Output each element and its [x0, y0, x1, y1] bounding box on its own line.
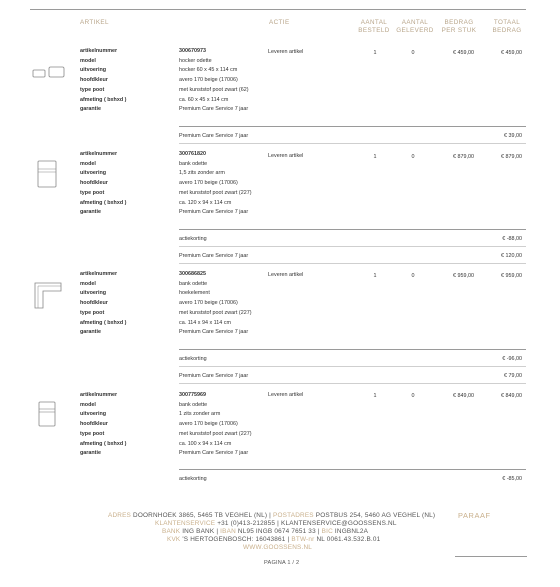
label-artikelnummer: artikelnummer	[80, 48, 118, 54]
label-type-poot: type poot	[80, 430, 105, 437]
label-model: model	[80, 57, 96, 64]
label-hoofdkleur: hoofdkleur	[80, 300, 108, 307]
footer-iban: NL95 INGB 0674 7651 33	[237, 528, 316, 535]
col-header-aantal-besteld	[354, 19, 394, 35]
item-2-labels	[80, 150, 126, 218]
value-hoofdkleur: avero 170 beige (17006)	[179, 300, 238, 307]
item-4-per-stuk: € 849,00	[453, 393, 474, 399]
label-model: model	[80, 280, 96, 287]
footer-bank: ING BANK	[182, 528, 215, 535]
footer-postadres-label: POSTADRES	[273, 512, 314, 519]
item-3-besteld: 1	[373, 273, 377, 279]
value-model: bank odette	[179, 401, 208, 408]
item-2-actie: Leveren artikel	[268, 153, 304, 159]
label-artikelnummer: artikelnummer	[80, 392, 118, 398]
item-3-labels	[80, 270, 126, 338]
item-4-labels	[80, 391, 126, 459]
footer-bic-label: BIC	[321, 528, 333, 535]
footer-postadres: POSTBUS 254, 5460 AG VEGHEL (NL)	[315, 512, 436, 519]
item-3-values	[179, 270, 252, 338]
row-rule	[179, 469, 526, 470]
item-2-besteld: 1	[373, 154, 377, 160]
footer-bank-label: BANK	[162, 528, 181, 535]
value-uitvoering: hocker 60 x 45 x 114 cm	[179, 67, 238, 74]
item-4-extra-1-label: actiekorting	[179, 476, 207, 482]
value-garantie: Premium Care Service 7 jaar	[179, 450, 249, 457]
item-2-extra-2-label: Premium Care Service 7 jaar	[179, 253, 249, 259]
label-type-poot: type poot	[80, 309, 105, 316]
row-rule	[179, 349, 526, 350]
label-model: model	[80, 401, 96, 408]
value-afmeting: ca. 100 x 94 x 114 cm	[179, 440, 232, 447]
header-line: GELEVERD	[396, 27, 434, 34]
label-type-poot: type poot	[80, 189, 105, 196]
footer-sep: |	[216, 528, 219, 535]
value-artikelnummer: 300775969	[179, 392, 206, 398]
row-rule	[179, 263, 526, 264]
header-line: BEDRAG	[492, 27, 522, 34]
value-artikelnummer: 300761820	[179, 151, 206, 157]
footer-kvk-label: KVK	[167, 536, 181, 543]
footer-sep: |	[287, 536, 290, 543]
row-rule	[179, 246, 526, 247]
item-4-actie: Leveren artikel	[268, 392, 304, 398]
item-4-extra-1-amount: € -85,00	[502, 476, 522, 482]
row-rule	[179, 229, 526, 230]
col-header-aantal-geleverd	[394, 19, 436, 35]
header-line: TOTAAL	[493, 19, 521, 26]
footer-line-bank	[162, 528, 368, 535]
value-garantie: Premium Care Service 7 jaar	[179, 209, 249, 216]
footer-adres-label: ADRES	[108, 512, 132, 519]
value-artikelnummer: 300670973	[179, 48, 206, 54]
col-header-actie: ACTIE	[269, 19, 290, 26]
item-1-per-stuk: € 459,00	[453, 50, 474, 56]
value-hoofdkleur: avero 170 beige (17006)	[179, 77, 238, 84]
value-type-poot: met kunststof poot zwart (62)	[179, 86, 249, 93]
item-2-extra-1-label: actiekorting	[179, 236, 207, 242]
value-model: bank odette	[179, 160, 208, 167]
item-1-besteld: 1	[373, 50, 377, 56]
header-line: PER STUK	[441, 27, 477, 34]
item-3-geleverd: 0	[411, 273, 415, 279]
col-header-artikel: ARTIKEL	[80, 19, 109, 26]
row-rule	[179, 366, 526, 367]
value-afmeting: ca. 114 x 94 x 114 cm	[179, 319, 231, 326]
item-3-extra-1-amount: € -96,00	[502, 356, 522, 362]
col-header-bedrag-per-stuk	[438, 19, 480, 35]
label-uitvoering: uitvoering	[80, 411, 107, 418]
value-type-poot: met kunststof poot zwart (227)	[179, 309, 252, 316]
value-garantie: Premium Care Service 7 jaar	[179, 106, 249, 113]
label-uitvoering: uitvoering	[80, 67, 107, 74]
label-artikelnummer: artikelnummer	[80, 271, 118, 277]
corner-sofa-icon	[33, 281, 63, 309]
item-3-extra-2-amount: € 79,00	[504, 373, 522, 379]
header-line: AANTAL	[401, 19, 429, 26]
label-hoofdkleur: hoofdkleur	[80, 180, 108, 187]
value-model: bank odette	[179, 280, 208, 287]
paraaf-label: PARAAF	[458, 511, 491, 520]
footer-bic: INGBNL2A	[334, 528, 369, 535]
item-1-labels	[80, 47, 126, 115]
chair-icon	[38, 401, 56, 427]
footer-line-service	[155, 520, 397, 527]
item-4-besteld: 1	[373, 393, 377, 399]
page-number: PAGINA 1 / 2	[264, 560, 300, 566]
value-afmeting: ca. 60 x 45 x 114 cm	[179, 96, 229, 103]
item-3-extra-1-label: actiekorting	[179, 356, 207, 362]
item-1-actie: Leveren artikel	[268, 49, 304, 55]
item-2-extra-1-amount: € -88,00	[502, 236, 522, 242]
value-afmeting: ca. 120 x 94 x 114 cm	[179, 199, 232, 206]
signature-line	[455, 556, 527, 557]
value-artikelnummer: 300686825	[179, 271, 206, 277]
footer-sep: |	[277, 520, 280, 527]
value-hoofdkleur: avero 170 beige (17006)	[179, 180, 238, 187]
item-1-geleverd: 0	[411, 50, 415, 56]
value-uitvoering: hoekelement	[179, 290, 210, 297]
col-header-totaal-bedrag	[486, 19, 528, 35]
label-type-poot: type poot	[80, 86, 105, 93]
header-line: AANTAL	[360, 19, 388, 26]
footer-email[interactable]: KLANTENSERVICE@GOOSSENS.NL	[281, 520, 397, 527]
item-4-geleverd: 0	[411, 393, 415, 399]
item-2-totaal: € 879,00	[501, 154, 522, 160]
footer-adres: DOORNHOEK 3865, 5465 TB VEGHEL (NL)	[133, 512, 268, 519]
label-uitvoering: uitvoering	[80, 290, 107, 297]
label-hoofdkleur: hoofdkleur	[80, 421, 108, 428]
label-afmeting: afmeting ( bxhxd )	[80, 96, 127, 103]
value-type-poot: met kunststof poot zwart (227)	[179, 430, 252, 437]
item-2-extra-2-amount: € 120,00	[501, 253, 522, 259]
label-afmeting: afmeting ( bxhxd )	[80, 319, 127, 326]
value-type-poot: met kunststof poot zwart (227)	[179, 189, 252, 196]
footer-sep: |	[269, 512, 272, 519]
footer-btw: NL 0061.43.532.B.01	[316, 536, 381, 543]
value-model: hocker odette	[179, 57, 212, 64]
header-line: BEDRAG	[444, 19, 474, 26]
item-3-extra-2-label: Premium Care Service 7 jaar	[179, 373, 249, 379]
item-2-values	[179, 150, 252, 218]
footer-sep: |	[317, 528, 320, 535]
item-4-totaal: € 849,00	[501, 393, 522, 399]
item-3-actie: Leveren artikel	[268, 272, 304, 278]
value-garantie: Premium Care Service 7 jaar	[179, 329, 249, 336]
item-3-per-stuk: € 959,00	[453, 273, 474, 279]
footer-website[interactable]: WWW.GOOSSENS.NL	[243, 544, 313, 551]
item-1-extra-1-amount: € 39,00	[504, 133, 522, 139]
footer-line-address	[108, 512, 435, 519]
footer-iban-label: IBAN	[220, 528, 236, 535]
row-rule	[179, 383, 526, 384]
footer-btw-label: BTW-nr	[291, 536, 315, 543]
label-model: model	[80, 160, 96, 167]
label-garantie: garantie	[80, 209, 101, 216]
label-afmeting: afmeting ( bxhxd )	[80, 199, 127, 206]
row-rule	[179, 143, 526, 144]
label-uitvoering: uitvoering	[80, 170, 107, 177]
label-artikelnummer: artikelnummer	[80, 151, 118, 157]
footer-klantenservice-label: KLANTENSERVICE	[155, 520, 216, 527]
label-garantie: garantie	[80, 450, 101, 457]
item-2-per-stuk: € 879,00	[453, 154, 474, 160]
ottoman-icon	[32, 64, 66, 80]
label-hoofdkleur: hoofdkleur	[80, 77, 108, 84]
chair-icon	[37, 160, 57, 188]
footer-line-kvk	[167, 536, 380, 543]
header-line: BESTELD	[358, 27, 390, 34]
value-hoofdkleur: avero 170 beige (17006)	[179, 421, 238, 428]
footer-kvk: 'S HERTOGENBOSCH: 16043861	[182, 536, 286, 543]
value-uitvoering: 1 zits zonder arm	[179, 411, 221, 418]
item-1-extra-1-label: Premium Care Service 7 jaar	[179, 133, 249, 139]
value-uitvoering: 1,5 zits zonder arm	[179, 170, 225, 177]
top-rule	[30, 9, 526, 10]
item-4-values	[179, 391, 252, 459]
item-2-geleverd: 0	[411, 154, 415, 160]
footer-klantenservice: +31 (0)413-212855	[217, 520, 276, 527]
item-1-totaal: € 459,00	[501, 50, 522, 56]
label-afmeting: afmeting ( bxhxd )	[80, 440, 127, 447]
item-1-values	[179, 47, 249, 115]
label-garantie: garantie	[80, 106, 101, 113]
item-3-totaal: € 959,00	[501, 273, 522, 279]
label-garantie: garantie	[80, 329, 101, 336]
row-rule	[179, 126, 526, 127]
